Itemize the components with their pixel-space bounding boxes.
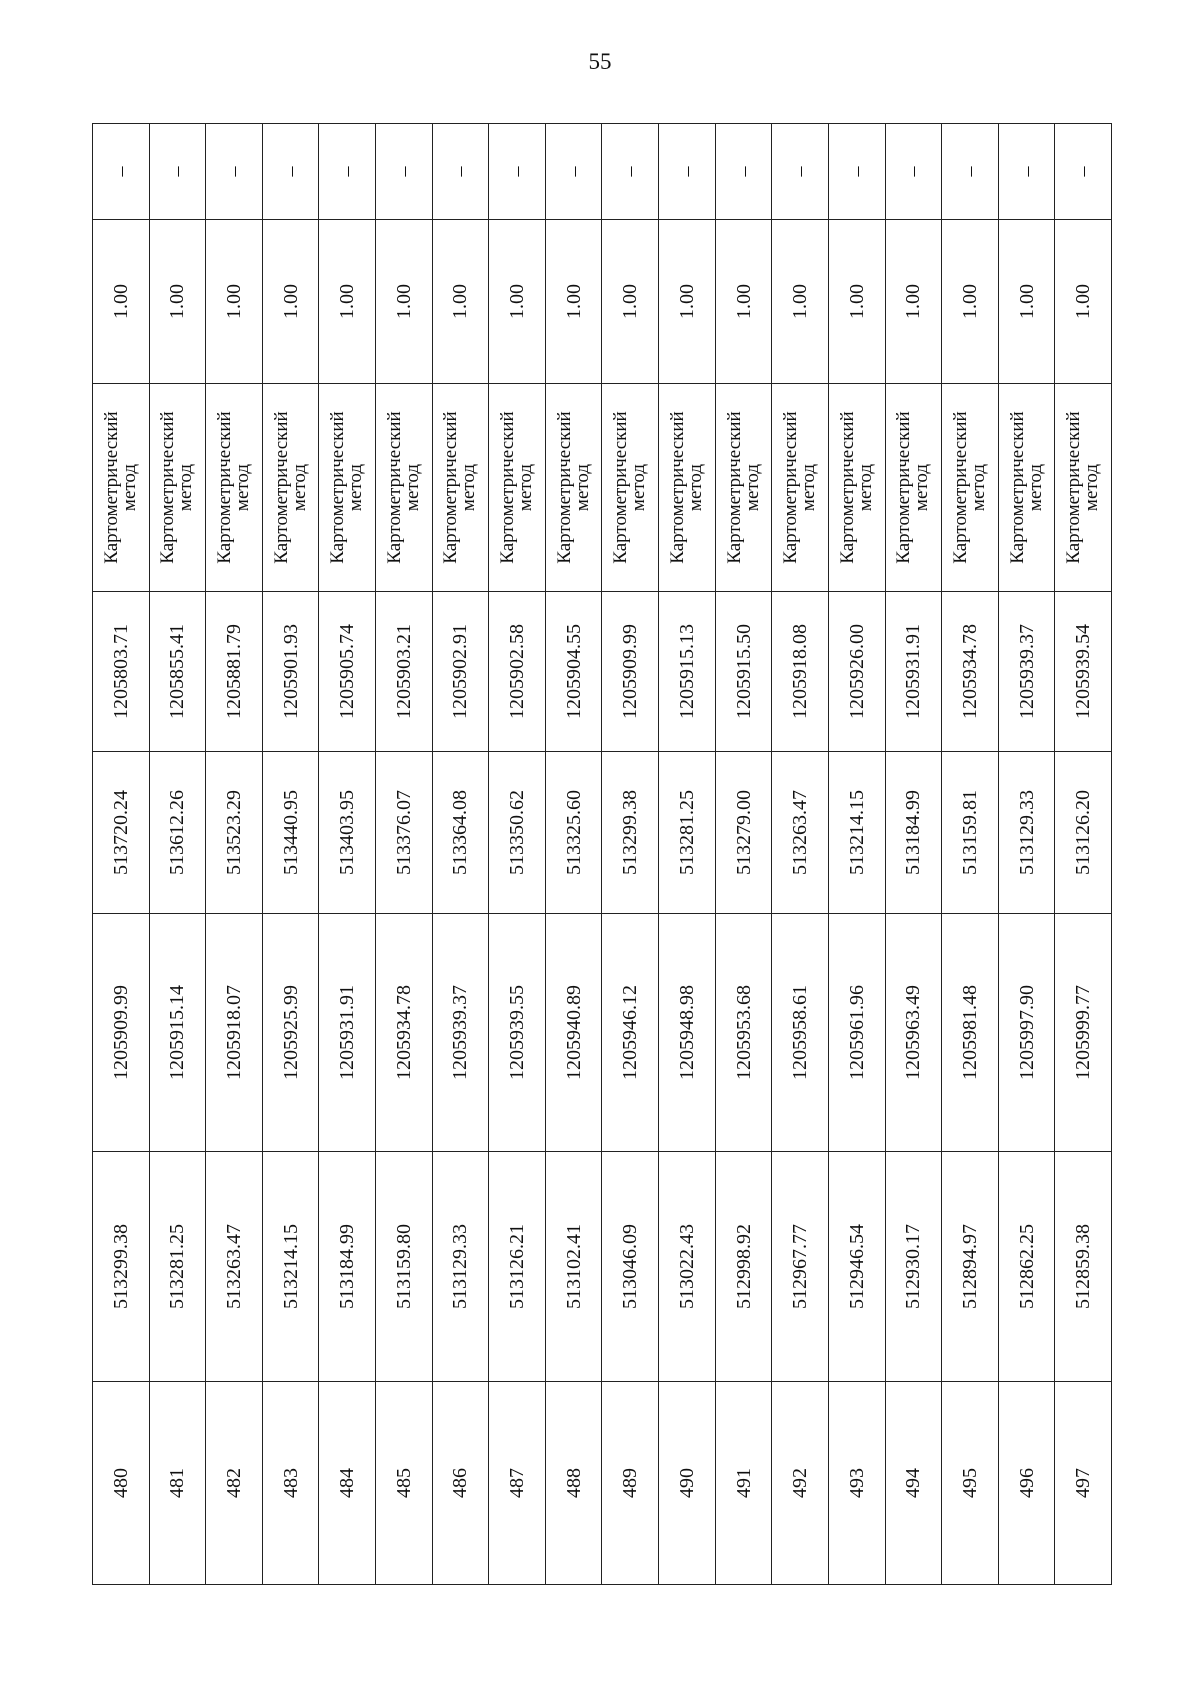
method-line-1: Картометрический — [157, 411, 179, 564]
method-line-2: метод — [741, 463, 763, 512]
method-line-1: Картометрический — [270, 411, 292, 564]
accuracy-cell: 1.00 — [93, 220, 150, 384]
accuracy-cell: 1.00 — [828, 220, 885, 384]
note-cell: – — [545, 124, 602, 220]
method-cell — [942, 384, 999, 592]
table-row — [489, 124, 546, 1585]
table-row — [149, 124, 206, 1585]
end-x-cell: 1205918.08 — [772, 592, 829, 752]
method-line-2: метод — [571, 463, 593, 512]
start-x-cell: 1205997.90 — [998, 914, 1055, 1152]
method-line-2: метод — [118, 463, 140, 512]
start-x-cell: 1205999.77 — [1055, 914, 1112, 1152]
point-number-cell: 483 — [262, 1382, 319, 1585]
table-row — [715, 124, 772, 1585]
start-x-cell: 1205939.37 — [432, 914, 489, 1152]
start-x-cell: 1205961.96 — [828, 914, 885, 1152]
accuracy-cell: 1.00 — [149, 220, 206, 384]
method-line-2: метод — [854, 463, 876, 512]
end-y-cell: 513612.26 — [149, 752, 206, 914]
start-y-cell: 513129.33 — [432, 1152, 489, 1382]
note-cell: – — [885, 124, 942, 220]
rotated-table-wrapper — [92, 124, 1112, 1585]
start-x-cell: 1205958.61 — [772, 914, 829, 1152]
start-y-cell: 512862.25 — [998, 1152, 1055, 1382]
end-y-cell: 513350.62 — [489, 752, 546, 914]
table-row — [206, 124, 263, 1585]
table-row — [942, 124, 999, 1585]
method-cell — [93, 384, 150, 592]
start-y-cell: 513214.15 — [262, 1152, 319, 1382]
point-number-cell: 488 — [545, 1382, 602, 1585]
accuracy-cell: 1.00 — [715, 220, 772, 384]
point-number-cell: 490 — [659, 1382, 716, 1585]
point-number-cell: 489 — [602, 1382, 659, 1585]
start-x-cell: 1205925.99 — [262, 914, 319, 1152]
accuracy-cell: 1.00 — [602, 220, 659, 384]
end-x-cell: 1205902.91 — [432, 592, 489, 752]
accuracy-cell: 1.00 — [942, 220, 999, 384]
point-number-cell: 497 — [1055, 1382, 1112, 1585]
point-number-cell: 494 — [885, 1382, 942, 1585]
note-cell: – — [489, 124, 546, 220]
method-line-1: Картометрический — [666, 411, 688, 564]
start-y-cell: 512998.92 — [715, 1152, 772, 1382]
method-line-2: метод — [967, 463, 989, 512]
table-row — [319, 124, 376, 1585]
method-line-2: метод — [458, 463, 480, 512]
note-cell: – — [942, 124, 999, 220]
start-y-cell: 513046.09 — [602, 1152, 659, 1382]
start-y-cell: 512859.38 — [1055, 1152, 1112, 1382]
start-x-cell: 1205939.55 — [489, 914, 546, 1152]
method-cell — [262, 384, 319, 592]
accuracy-cell: 1.00 — [262, 220, 319, 384]
point-number-cell: 480 — [93, 1382, 150, 1585]
method-line-1: Картометрический — [553, 411, 575, 564]
method-cell — [432, 384, 489, 592]
end-y-cell: 513281.25 — [659, 752, 716, 914]
table-row — [602, 124, 659, 1585]
method-cell — [489, 384, 546, 592]
note-cell: – — [998, 124, 1055, 220]
method-cell — [772, 384, 829, 592]
table-row — [659, 124, 716, 1585]
end-x-cell: 1205939.37 — [998, 592, 1055, 752]
note-cell: – — [376, 124, 433, 220]
method-cell — [1055, 384, 1112, 592]
end-y-cell: 513376.07 — [376, 752, 433, 914]
note-cell: – — [715, 124, 772, 220]
accuracy-cell: 1.00 — [319, 220, 376, 384]
table-row — [545, 124, 602, 1585]
start-x-cell: 1205915.14 — [149, 914, 206, 1152]
start-y-cell: 513184.99 — [319, 1152, 376, 1382]
point-number-cell: 492 — [772, 1382, 829, 1585]
accuracy-cell: 1.00 — [885, 220, 942, 384]
method-cell — [659, 384, 716, 592]
method-line-1: Картометрический — [214, 411, 236, 564]
accuracy-cell: 1.00 — [998, 220, 1055, 384]
accuracy-cell: 1.00 — [772, 220, 829, 384]
end-y-cell: 513523.29 — [206, 752, 263, 914]
method-cell — [828, 384, 885, 592]
start-y-cell: 513263.47 — [206, 1152, 263, 1382]
method-cell — [206, 384, 263, 592]
method-cell — [998, 384, 1055, 592]
method-line-2: метод — [1024, 463, 1046, 512]
method-line-1: Картометрический — [440, 411, 462, 564]
end-y-cell: 513299.38 — [602, 752, 659, 914]
method-line-1: Картометрический — [1006, 411, 1028, 564]
table-row — [432, 124, 489, 1585]
end-x-cell: 1205903.21 — [376, 592, 433, 752]
point-number-cell: 487 — [489, 1382, 546, 1585]
method-line-2: метод — [684, 463, 706, 512]
start-y-cell: 512930.17 — [885, 1152, 942, 1382]
accuracy-cell: 1.00 — [489, 220, 546, 384]
method-line-2: метод — [515, 463, 537, 512]
method-line-1: Картометрический — [100, 411, 122, 564]
table-row — [885, 124, 942, 1585]
end-y-cell: 513720.24 — [93, 752, 150, 914]
end-x-cell: 1205934.78 — [942, 592, 999, 752]
start-x-cell: 1205963.49 — [885, 914, 942, 1152]
note-cell: – — [432, 124, 489, 220]
start-x-cell: 1205953.68 — [715, 914, 772, 1152]
note-cell: – — [262, 124, 319, 220]
method-line-2: метод — [401, 463, 423, 512]
table-body — [93, 124, 1112, 1585]
start-x-cell: 1205946.12 — [602, 914, 659, 1152]
note-cell: – — [93, 124, 150, 220]
method-line-1: Картометрический — [893, 411, 915, 564]
start-x-cell: 1205940.89 — [545, 914, 602, 1152]
method-cell — [149, 384, 206, 592]
point-number-cell: 481 — [149, 1382, 206, 1585]
method-line-1: Картометрический — [610, 411, 632, 564]
accuracy-cell: 1.00 — [376, 220, 433, 384]
end-y-cell: 513184.99 — [885, 752, 942, 914]
note-cell: – — [1055, 124, 1112, 220]
method-line-1: Картометрический — [497, 411, 519, 564]
method-line-1: Картометрический — [1063, 411, 1085, 564]
start-y-cell: 512967.77 — [772, 1152, 829, 1382]
method-line-2: метод — [175, 463, 197, 512]
end-y-cell: 513263.47 — [772, 752, 829, 914]
method-line-2: метод — [628, 463, 650, 512]
start-x-cell: 1205981.48 — [942, 914, 999, 1152]
note-cell: – — [772, 124, 829, 220]
method-cell — [602, 384, 659, 592]
accuracy-cell: 1.00 — [1055, 220, 1112, 384]
end-x-cell: 1205915.13 — [659, 592, 716, 752]
coordinates-table-frame — [92, 124, 1112, 1585]
point-number-cell: 491 — [715, 1382, 772, 1585]
end-x-cell: 1205939.54 — [1055, 592, 1112, 752]
point-number-cell: 482 — [206, 1382, 263, 1585]
coordinates-table — [92, 123, 1112, 1585]
start-x-cell: 1205931.91 — [319, 914, 376, 1152]
method-cell — [545, 384, 602, 592]
method-cell — [885, 384, 942, 592]
end-y-cell: 513364.08 — [432, 752, 489, 914]
note-cell: – — [206, 124, 263, 220]
method-line-1: Картометрический — [723, 411, 745, 564]
method-cell — [715, 384, 772, 592]
start-y-cell: 512946.54 — [828, 1152, 885, 1382]
start-x-cell: 1205934.78 — [376, 914, 433, 1152]
end-x-cell: 1205905.74 — [319, 592, 376, 752]
end-y-cell: 513126.20 — [1055, 752, 1112, 914]
method-cell — [319, 384, 376, 592]
point-number-cell: 493 — [828, 1382, 885, 1585]
page-number: 55 — [588, 49, 612, 74]
method-line-2: метод — [288, 463, 310, 512]
point-number-cell: 486 — [432, 1382, 489, 1585]
start-y-cell: 513102.41 — [545, 1152, 602, 1382]
end-x-cell: 1205915.50 — [715, 592, 772, 752]
method-line-2: метод — [345, 463, 367, 512]
end-x-cell: 1205904.55 — [545, 592, 602, 752]
method-line-1: Картометрический — [383, 411, 405, 564]
table-row — [828, 124, 885, 1585]
end-y-cell: 513325.60 — [545, 752, 602, 914]
end-x-cell: 1205881.79 — [206, 592, 263, 752]
end-x-cell: 1205909.99 — [602, 592, 659, 752]
accuracy-cell: 1.00 — [545, 220, 602, 384]
end-x-cell: 1205926.00 — [828, 592, 885, 752]
start-y-cell: 513159.80 — [376, 1152, 433, 1382]
note-cell: – — [828, 124, 885, 220]
end-y-cell: 513403.95 — [319, 752, 376, 914]
note-cell: – — [319, 124, 376, 220]
start-y-cell: 513299.38 — [93, 1152, 150, 1382]
end-x-cell: 1205855.41 — [149, 592, 206, 752]
start-x-cell: 1205909.99 — [93, 914, 150, 1152]
table-row — [998, 124, 1055, 1585]
start-y-cell: 512894.97 — [942, 1152, 999, 1382]
method-line-2: метод — [1081, 463, 1103, 512]
table-row — [772, 124, 829, 1585]
table-row — [93, 124, 150, 1585]
end-y-cell: 513279.00 — [715, 752, 772, 914]
note-cell: – — [602, 124, 659, 220]
method-line-1: Картометрический — [836, 411, 858, 564]
end-x-cell: 1205901.93 — [262, 592, 319, 752]
end-y-cell: 513214.15 — [828, 752, 885, 914]
table-row — [376, 124, 433, 1585]
accuracy-cell: 1.00 — [659, 220, 716, 384]
accuracy-cell: 1.00 — [206, 220, 263, 384]
start-y-cell: 513022.43 — [659, 1152, 716, 1382]
note-cell: – — [659, 124, 716, 220]
note-cell: – — [149, 124, 206, 220]
end-x-cell: 1205803.71 — [93, 592, 150, 752]
point-number-cell: 484 — [319, 1382, 376, 1585]
point-number-cell: 485 — [376, 1382, 433, 1585]
start-y-cell: 513126.21 — [489, 1152, 546, 1382]
start-y-cell: 513281.25 — [149, 1152, 206, 1382]
end-y-cell: 513129.33 — [998, 752, 1055, 914]
method-line-2: метод — [798, 463, 820, 512]
end-x-cell: 1205902.58 — [489, 592, 546, 752]
start-x-cell: 1205918.07 — [206, 914, 263, 1152]
end-y-cell: 513159.81 — [942, 752, 999, 914]
method-line-1: Картометрический — [780, 411, 802, 564]
method-line-1: Картометрический — [949, 411, 971, 564]
end-y-cell: 513440.95 — [262, 752, 319, 914]
start-x-cell: 1205948.98 — [659, 914, 716, 1152]
method-line-2: метод — [911, 463, 933, 512]
point-number-cell: 496 — [998, 1382, 1055, 1585]
table-row — [1055, 124, 1112, 1585]
end-x-cell: 1205931.91 — [885, 592, 942, 752]
method-line-2: метод — [232, 463, 254, 512]
table-row — [262, 124, 319, 1585]
point-number-cell: 495 — [942, 1382, 999, 1585]
method-line-1: Картометрический — [327, 411, 349, 564]
accuracy-cell: 1.00 — [432, 220, 489, 384]
method-cell — [376, 384, 433, 592]
